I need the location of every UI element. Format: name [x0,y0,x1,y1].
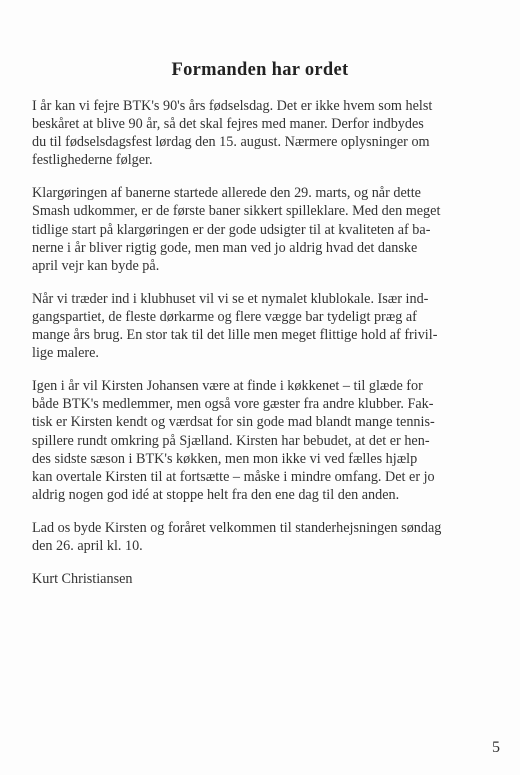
text-line: både BTK's medlemmer, men også vore gæster fra andre klubber. Fak- [32,396,434,413]
text-line: nerne i år bliver rigtig gode, men man ved jo aldrig hvad det danske [32,239,418,256]
article-title: Formanden har ordet [171,60,349,80]
signature: Kurt Christiansen [32,571,133,588]
text-line: tidlige start på klargøringen er der gode udsigter til at kvaliteten af ba- [32,221,431,238]
paragraph [32,184,512,274]
text-line: lige malere. [32,345,99,362]
text-line: festlighederne følger. [32,152,153,169]
text-line: beskåret at blive 90 år, så det skal fejres med maner. Derfor indbydes [32,116,424,133]
text-line: tisk er Kirsten kendt og værdsat for sin gode mad blandt mange tennis- [32,414,435,431]
text-line: Klargøringen af banerne startede allerede den 29. marts, og når dette [32,185,421,202]
page-number: 5 [492,739,500,756]
text-line: den 26. april kl. 10. [32,537,143,554]
paragraph [32,519,512,555]
text-line: aldrig nogen god idé at stoppe helt fra den ene dag til den anden. [32,486,400,503]
text-line: gangspartiet, de fleste dørkarme og flere vægge bar tydeligt præg af [32,308,417,325]
paragraph [32,97,512,169]
text-line: des sidste sæson i BTK's køkken, men mon ikke vi ved fælles hjælp [32,450,418,467]
text-line: Når vi træder ind i klubhuset vil vi se et nymalet klublokale. Især ind- [32,290,429,307]
paragraph [32,377,512,504]
text-line: mange års brug. En stor tak til det lille men meget flittige hold af frivil- [32,327,438,344]
text-line: kan overtale Kirsten til at fortsætte – måske i mindre omfang. Det er jo [32,468,435,485]
text-line: du til fødselsdagsfest lørdag den 15. august. Nærmere oplysninger om [32,134,430,151]
text-line: I år kan vi fejre BTK's 90's års fødselsdag. Det er ikke hvem som helst [32,98,433,114]
text-line: Igen i år vil Kirsten Johansen være at finde i køkkenet – til glæde for [32,378,423,395]
text-line: Smash udkommer, er de første baner sikkert spilleklare. Med den meget [32,203,441,220]
text-line: Lad os byde Kirsten og foråret velkommen til standerhejsningen søndag [32,519,442,536]
text-line: spillere rundt omkring på Sjælland. Kirsten har bebudet, at det er hen- [32,432,430,449]
paragraph [32,290,512,362]
text-line: april vejr kan byde på. [32,257,160,274]
article-body [32,97,512,603]
